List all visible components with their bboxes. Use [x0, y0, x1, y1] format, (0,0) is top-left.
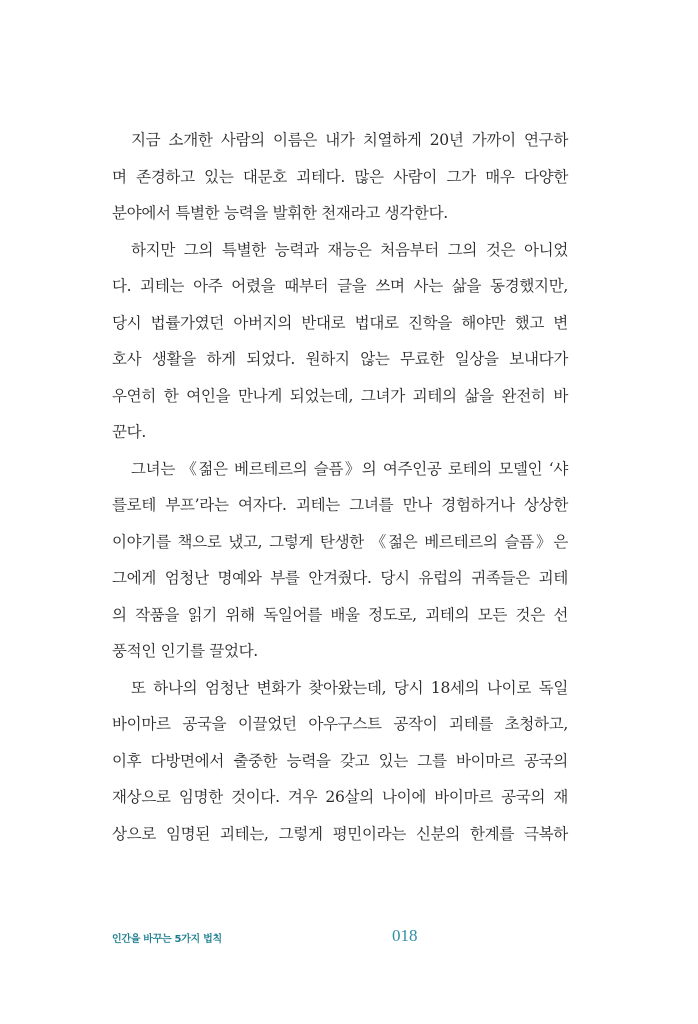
text-line: 하지만 그의 특별한 능력과 재능은 처음부터 그의 것은 아니었: [131, 240, 568, 259]
page-number: 018: [392, 926, 418, 945]
text-line: 며 존경하고 있는 대문호 괴테다. 많은 사람이 그가 매우 다양한: [112, 167, 568, 186]
text-line: 이야기를 책으로 냈고, 그렇게 탄생한 《젊은 베르테르의 슬픔》은: [112, 532, 568, 551]
text-line: 지금 소개한 사람의 이름은 내가 치열하게 20년 가까이 연구하: [131, 131, 568, 149]
text-line: 분야에서 특별한 능력을 발휘한 천재라고 생각한다.: [112, 204, 448, 222]
paragraph: [112, 232, 568, 451]
text-line: 그녀는 《젊은 베르테르의 슬픔》의 여주인공 로테의 모델인 ‘샤: [131, 459, 568, 478]
text-line: 다. 괴테는 아주 어렸을 때부터 글을 쓰며 사는 삶을 동경했지만,: [112, 277, 568, 295]
text-line: 재상으로 임명한 것이다. 겨우 26살의 나이에 바이마르 공국의 재: [112, 788, 568, 806]
text-line: 풍적인 인기를 끌었다.: [112, 642, 258, 660]
paragraph: [112, 670, 568, 853]
text-line: 이후 다방면에서 출중한 능력을 갖고 있는 그를 바이마르 공국의: [112, 751, 568, 770]
text-line: 를로테 부프’라는 여자다. 괴테는 그녀를 만나 경험하거나 상상한: [112, 496, 568, 514]
text-line: 바이마르 공국을 이끌었던 아우구스트 공작이 괴테를 초청하고,: [112, 715, 568, 733]
text-line: 꾼다.: [112, 423, 146, 441]
text-line: 우연히 한 여인을 만나게 되었는데, 그녀가 괴테의 삶을 완전히 바: [112, 386, 568, 405]
text-line: 의 작품을 읽기 위해 독일어를 배울 정도로, 괴테의 모든 것은 선: [112, 605, 568, 624]
text-line: 당시 법률가였던 아버지의 반대로 법대로 진학을 해야만 했고 변: [112, 313, 568, 332]
text-line: 또 하나의 엄청난 변화가 찾아왔는데, 당시 18세의 나이로 독일: [131, 678, 568, 697]
body-text: [112, 122, 568, 852]
running-footer-book-title: 인간을 바꾸는 5가지 법칙: [112, 934, 222, 945]
text-line: 그에게 엄청난 명예와 부를 안겨줬다. 당시 유럽의 귀족들은 괴테: [112, 569, 568, 587]
paragraph: [112, 451, 568, 670]
text-line: 호사 생활을 하게 되었다. 원하지 않는 무료한 일상을 보내다가: [112, 350, 568, 368]
paragraph: [112, 122, 568, 232]
text-line: 상으로 임명된 괴테는, 그렇게 평민이라는 신분의 한계를 극복하: [112, 824, 568, 843]
